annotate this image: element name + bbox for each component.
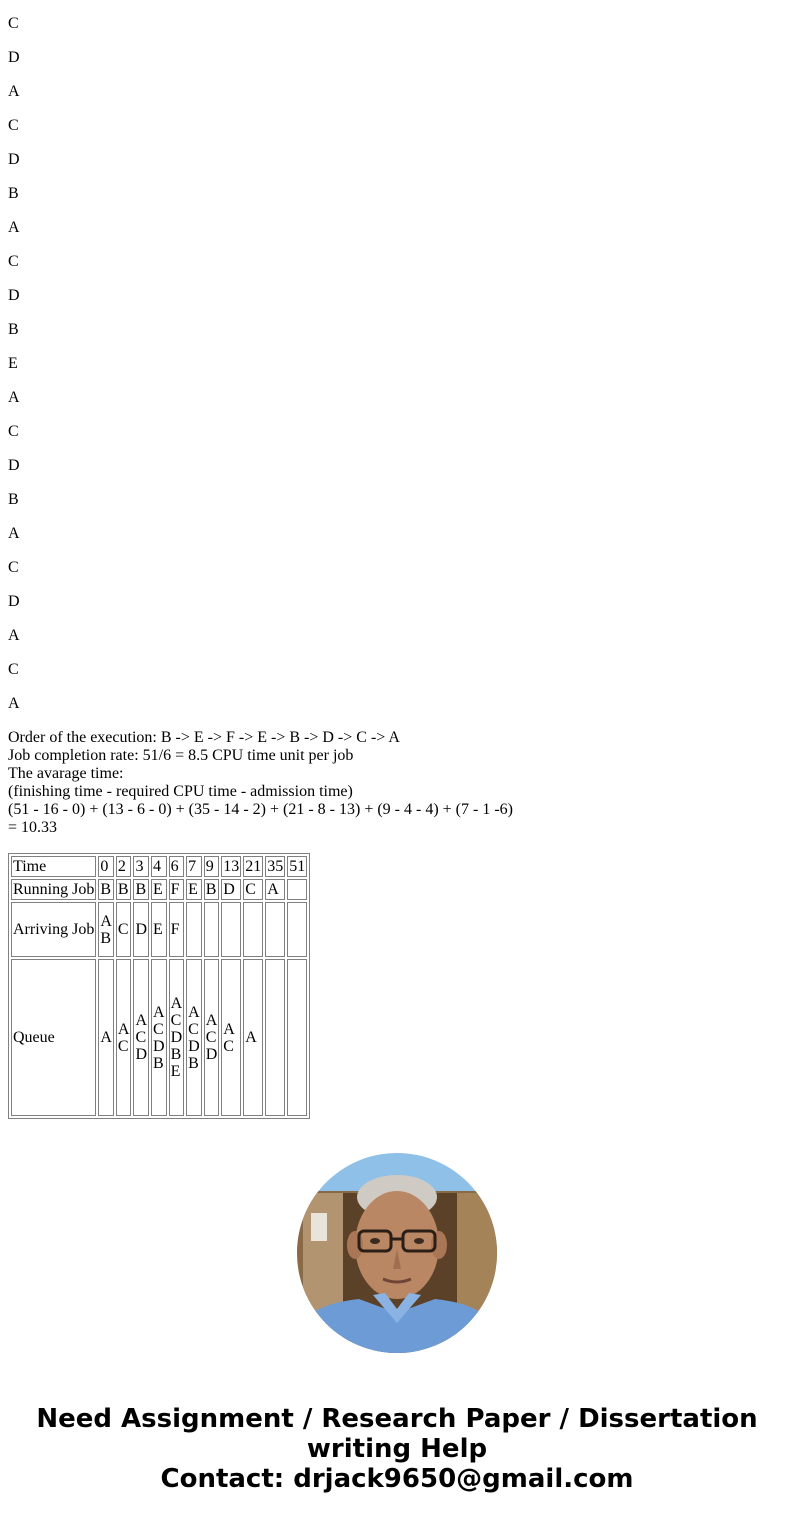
time-cell: 7: [186, 856, 202, 877]
promo-line-2: writing Help: [306, 1434, 488, 1464]
schedule-table-wrapper: [8, 853, 310, 1119]
job-letter: A: [100, 912, 112, 930]
answer-letter: D: [8, 151, 20, 168]
answer-letter: D: [8, 593, 20, 610]
job-letter: D: [135, 921, 148, 938]
arriving-job-cell: [169, 902, 185, 957]
job-letter: B: [188, 1054, 199, 1072]
solution-summary: [8, 729, 513, 837]
job-letter: C: [205, 1029, 217, 1046]
queue-cell: [133, 959, 149, 1116]
job-letter: C: [117, 921, 129, 938]
job-letter: E: [170, 1063, 181, 1080]
promo-banner: [0, 1404, 794, 1494]
answer-letter: A: [8, 695, 20, 712]
answer-letter: A: [8, 525, 20, 542]
answer-letter: D: [8, 457, 20, 474]
queue-row-label: Queue: [11, 959, 96, 1116]
job-letter: F: [170, 921, 180, 938]
answer-letter: C: [8, 15, 19, 32]
queue-row: [11, 959, 307, 1116]
time-cell: 3: [133, 856, 149, 877]
queue-cell: [287, 959, 307, 1116]
arriving-job-cell: [186, 902, 202, 957]
time-row: [11, 856, 307, 877]
average-time-result: = 10.33: [8, 819, 58, 836]
job-letter: B: [100, 929, 112, 947]
arriving-job-cell: [133, 902, 149, 957]
job-letter: A: [135, 1012, 148, 1029]
answer-letter: C: [8, 117, 19, 134]
answer-letter: A: [8, 627, 20, 644]
queue-cell: [186, 959, 202, 1116]
arriving-job-row: [11, 902, 307, 957]
answer-letter: B: [8, 321, 19, 338]
job-letter: E: [153, 921, 163, 938]
arriving-job-cell: [151, 902, 167, 957]
answer-letter: A: [8, 83, 20, 100]
running-job-cell: E: [151, 879, 167, 900]
queue-cell: [221, 959, 241, 1116]
job-letter: A: [117, 1020, 130, 1038]
answer-letter: E: [8, 355, 18, 372]
job-letter: A: [170, 995, 183, 1012]
running-job-cell: F: [169, 879, 185, 900]
schedule-table: [8, 853, 310, 1119]
job-letter: D: [153, 1037, 165, 1055]
answer-letter: A: [8, 389, 20, 406]
running-job-cell: B: [116, 879, 132, 900]
running-job-cell: C: [243, 879, 263, 900]
arriving-job-cell: [204, 902, 220, 957]
job-letter: A: [245, 1029, 257, 1046]
job-letter: A: [205, 1012, 218, 1029]
running-job-cell: E: [186, 879, 202, 900]
job-letter: D: [205, 1046, 218, 1063]
queue-cell: [98, 959, 114, 1116]
queue-cell: [204, 959, 220, 1116]
job-letter: D: [135, 1046, 148, 1063]
queue-cell: [265, 959, 285, 1116]
time-cell: 51: [289, 858, 306, 875]
running-job-cell: A: [265, 879, 285, 900]
running-job-cell: [287, 879, 307, 900]
running-job-cell: B: [204, 879, 220, 900]
arriving-job-cell: [116, 902, 132, 957]
job-letter: A: [188, 1003, 200, 1021]
job-letter: A: [153, 1003, 165, 1021]
author-photo: [297, 1153, 497, 1353]
time-cell: 4: [151, 856, 167, 877]
answer-letter: B: [8, 491, 19, 508]
author-portrait-illustration: [297, 1153, 497, 1353]
job-letter: B: [170, 1046, 182, 1063]
job-letter: C: [223, 1037, 234, 1055]
time-cell: 6: [169, 856, 185, 877]
answer-letter: C: [8, 661, 19, 678]
time-cell: 0: [98, 856, 114, 877]
time-row-label: Time: [11, 856, 96, 877]
queue-cell: [243, 959, 263, 1116]
average-time-calculation: (51 - 16 - 0) + (13 - 6 - 0) + (35 - 14 - 2) + (21 - 8 - 13) + (9 - 4 - 4) + (7 - 1 -6): [8, 801, 513, 818]
arriving-job-cell: [221, 902, 241, 957]
answer-letter: C: [8, 559, 19, 576]
arriving-job-cell: [243, 902, 263, 957]
queue-cell: [116, 959, 132, 1116]
arriving-job-cell: [98, 902, 114, 957]
time-cell: 13: [223, 858, 240, 875]
answer-letter: A: [8, 219, 20, 236]
time-cell: 2: [116, 856, 132, 877]
promo-contact: Contact: drjack9650@gmail.com: [160, 1464, 634, 1494]
job-letter: C: [135, 1029, 147, 1046]
completion-rate: Job completion rate: 51/6 = 8.5 CPU time unit per job: [8, 747, 354, 764]
running-job-cell: D: [221, 879, 241, 900]
job-letter: D: [188, 1037, 200, 1055]
answer-letter: D: [8, 49, 20, 66]
arriving-job-row-label: Arriving Job: [11, 902, 96, 957]
answer-letter: C: [8, 423, 19, 440]
job-letter: B: [153, 1054, 164, 1072]
running-job-row-label: Running Job: [13, 881, 95, 898]
answer-letter-list: [8, 15, 20, 729]
running-job-row: [11, 879, 307, 900]
running-job-cell: B: [98, 879, 114, 900]
answer-letter: B: [8, 185, 19, 202]
running-job-cell: B: [133, 879, 149, 900]
job-letter: C: [117, 1037, 129, 1055]
average-time-heading: The avarage time:: [8, 765, 124, 782]
answer-letter: C: [8, 253, 19, 270]
job-letter: A: [100, 1029, 112, 1046]
job-letter: C: [170, 1012, 182, 1029]
queue-cell: [151, 959, 167, 1116]
job-letter: C: [188, 1020, 199, 1038]
answer-letter: D: [8, 287, 20, 304]
job-letter: D: [170, 1029, 183, 1046]
queue-cell: [169, 959, 185, 1116]
arriving-job-cell: [265, 902, 285, 957]
average-time-formula: (finishing time - required CPU time - admission time): [8, 783, 353, 800]
promo-line-1: Need Assignment / Research Paper / Dissertation: [36, 1404, 758, 1434]
arriving-job-cell: [287, 902, 307, 957]
execution-order: Order of the execution: B -> E -> F -> E -> B -> D -> C -> A: [8, 729, 400, 746]
job-letter: C: [153, 1020, 164, 1038]
time-cell: 9: [204, 856, 220, 877]
time-cell: 35: [267, 858, 284, 875]
time-cell: 21: [245, 858, 262, 875]
job-letter: A: [223, 1020, 235, 1038]
